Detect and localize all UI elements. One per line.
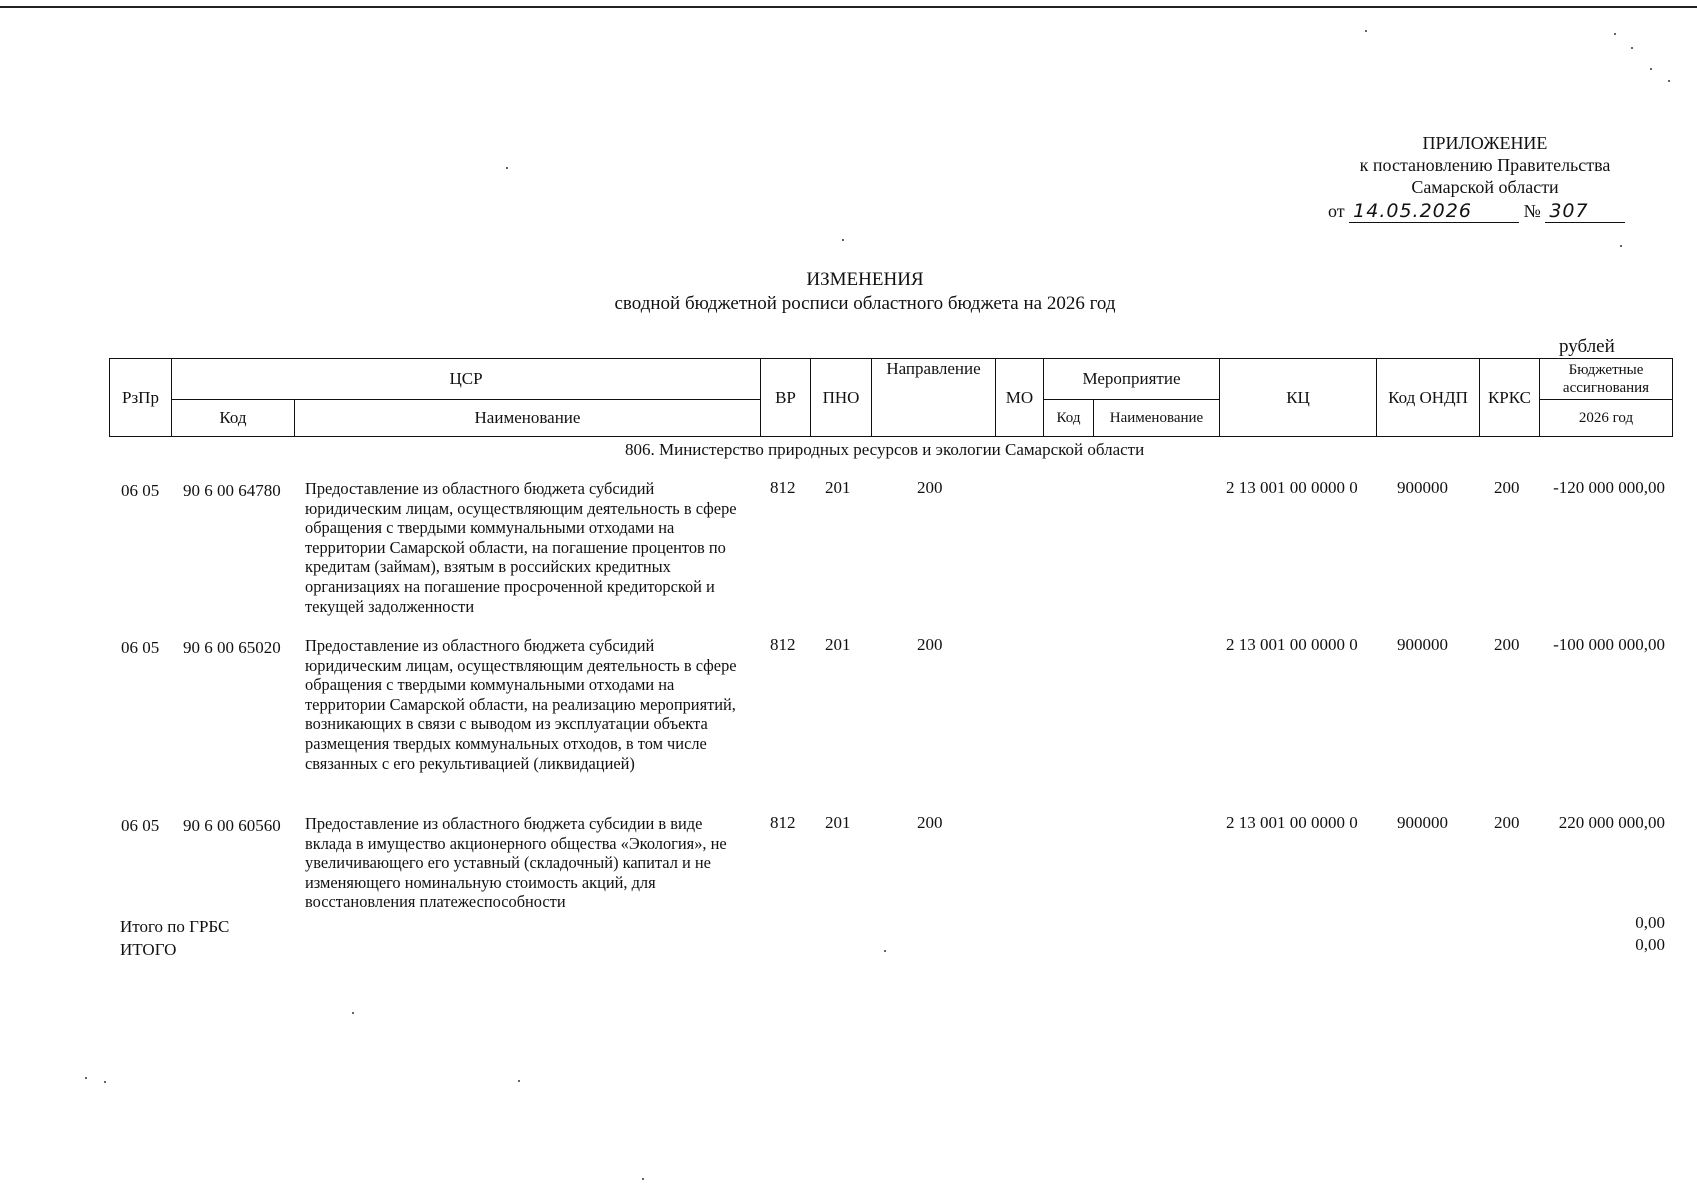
row-csr-code: 90 6 00 64780 <box>183 481 281 500</box>
header-vr: ВР <box>761 359 811 437</box>
ministry-heading: 806. Министерство природных ресурсов и экологии Самарской области <box>625 440 1145 459</box>
row-vr: 812 <box>770 635 796 654</box>
total-grbs-value: 0,00 <box>1635 913 1665 932</box>
scan-speck <box>1365 30 1367 32</box>
header-event-name: Наименование <box>1094 400 1220 437</box>
row-krks: 200 <box>1494 635 1520 654</box>
header-mo: МО <box>996 359 1044 437</box>
row-direction: 200 <box>917 478 943 497</box>
row-rzpr: 06 05 <box>121 816 160 835</box>
top-border-line <box>0 6 1697 8</box>
row-csr-name: Предоставление из областного бюджета субсидии в виде вклада в имущество акционерного общества «Экология», не увеличивающего его уставный (складочный) капитал и не изменяющего номинальную стоимость акций, для восстановления платежеспособности <box>305 814 727 912</box>
header-event-code: Код <box>1044 400 1094 437</box>
header-pno: ПНО <box>811 359 872 437</box>
header-event: Мероприятие <box>1044 359 1220 400</box>
appendix-line-resolution: к постановлению Правительства <box>1359 155 1611 175</box>
handwritten-number: 307 <box>1545 200 1625 223</box>
document-date-number <box>1328 200 1625 223</box>
header-csr: ЦСР <box>172 359 761 400</box>
row-ondp: 900000 <box>1397 478 1448 497</box>
scan-speck <box>85 1077 87 1079</box>
header-rzpr: РзПр <box>110 359 172 437</box>
row-direction: 200 <box>917 635 943 654</box>
scan-speck <box>506 167 508 169</box>
row-krks: 200 <box>1494 813 1520 832</box>
total-value: 0,00 <box>1635 935 1665 954</box>
row-csr-name: Предоставление из областного бюджета субсидий юридическим лицам, осуществляющим деятельность в сфере обращения с твердыми коммунальными отходами на территории Самарской области, на погашение процентов по кредитам (займам), взятым в российских кредитных организациях на погашение просроченной кредиторской и текущей задолженности <box>305 479 737 616</box>
document-subtitle: сводной бюджетной росписи областного бюджета на 2026 год <box>614 293 1116 314</box>
header-year: 2026 год <box>1540 400 1673 437</box>
scan-speck <box>518 1080 520 1082</box>
row-pno: 201 <box>825 478 851 497</box>
scan-speck <box>104 1081 106 1083</box>
row-pno: 201 <box>825 635 851 654</box>
row-krks: 200 <box>1494 478 1520 497</box>
row-kc: 2 13 001 00 0000 0 <box>1226 635 1358 654</box>
scan-speck <box>1620 245 1622 247</box>
appendix-title: ПРИЛОЖЕНИЕ <box>1422 133 1548 153</box>
row-ondp: 900000 <box>1397 635 1448 654</box>
row-vr: 812 <box>770 478 796 497</box>
currency-unit: рублей <box>1559 336 1615 357</box>
row-csr-code: 90 6 00 60560 <box>183 816 281 835</box>
header-allocations: Бюджетные ассигнования <box>1540 359 1673 400</box>
row-kc: 2 13 001 00 0000 0 <box>1226 813 1358 832</box>
total-grbs-label: Итого по ГРБС <box>120 917 230 936</box>
handwritten-date: 14.05.2026 <box>1349 200 1519 223</box>
total-label: ИТОГО <box>120 940 177 959</box>
number-prefix: № <box>1523 201 1541 221</box>
document-title: ИЗМЕНЕНИЯ <box>806 269 924 290</box>
row-vr: 812 <box>770 813 796 832</box>
row-ondp: 900000 <box>1397 813 1448 832</box>
table-header <box>109 358 1673 437</box>
scan-speck <box>642 1178 644 1180</box>
appendix-line-region: Самарской области <box>1411 177 1559 197</box>
row-kc: 2 13 001 00 0000 0 <box>1226 478 1358 497</box>
row-direction: 200 <box>917 813 943 832</box>
header-ondp: Код ОНДП <box>1377 359 1480 437</box>
row-csr-name: Предоставление из областного бюджета субсидий юридическим лицам, осуществляющим деятельность в сфере обращения с твердыми коммунальными отходами на территории Самарской области, на реализацию мероприятий, возникающих в связи с выводом из эксплуатации объекта размещения твердых коммунальных отходов, в том числе связанных с его рекультивацией (ликвидацией) <box>305 636 737 773</box>
scan-speck <box>884 950 886 952</box>
header-kc: КЦ <box>1220 359 1377 437</box>
scan-speck <box>1614 33 1616 35</box>
row-amount: -100 000 000,00 <box>1553 635 1665 654</box>
scan-speck <box>352 1012 354 1014</box>
appendix-block <box>1250 132 1697 198</box>
header-csr-code: Код <box>172 400 295 437</box>
scan-speck <box>1631 47 1633 49</box>
row-csr-code: 90 6 00 65020 <box>183 638 281 657</box>
row-rzpr: 06 05 <box>121 481 160 500</box>
row-amount: -120 000 000,00 <box>1553 478 1665 497</box>
scan-speck <box>1650 68 1652 70</box>
row-amount: 220 000 000,00 <box>1558 813 1665 832</box>
row-pno: 201 <box>825 813 851 832</box>
row-rzpr: 06 05 <box>121 638 160 657</box>
header-krks: КРКС <box>1480 359 1540 437</box>
date-prefix: от <box>1328 201 1345 221</box>
scan-speck <box>1668 80 1670 82</box>
header-direction: Направление <box>872 359 996 437</box>
header-csr-name: Наименование <box>295 400 761 437</box>
scan-speck <box>842 239 844 241</box>
